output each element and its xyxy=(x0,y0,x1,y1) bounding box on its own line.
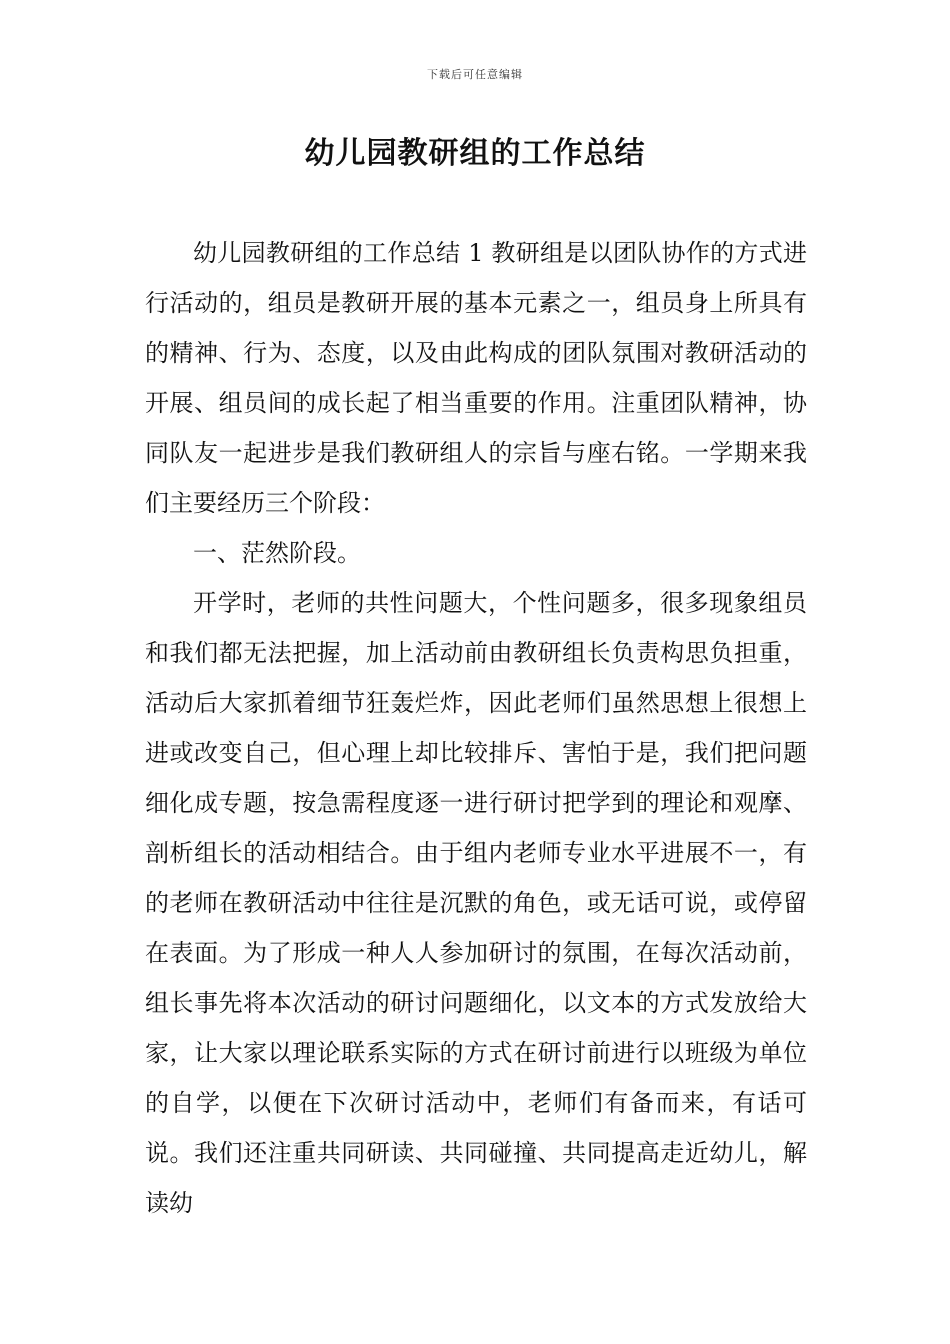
paragraph-intro: 幼儿园教研组的工作总结 1 教研组是以团队协作的方式进行活动的，组员是教研开展的基本元素之一，组员身上所具有的精神、行为、态度，以及由此构成的团队氛围对教研活动的开展、组员间的成长起了相当重要的作用。注重团队精神，协同队友一起进步是我们教研组人的宗旨与座右铭。一学期来我们主要经历三个阶段： xyxy=(145,239,807,517)
paragraph-main: 开学时，老师的共性问题大，个性问题多，很多现象组员和我们都无法把握，加上活动前由教研组长负责构思负担重，活动后大家抓着细节狂轰烂炸，因此老师们虽然思想上很想上进或改变自己，但心理上却比较排斥、害怕于是，我们把问题细化成专题，按急需程度逐一进行研讨把学到的理论和观摩、剖析组长的活动相结合。由于组内老师专业水平进展不一，有的老师在教研活动中往往是沉默的角色，或无话可说，或停留在表面。为了形成一种人人参加研讨的氛围，在每次活动前，组长事先将本次活动的研讨问题细化，以文本的方式发放给大家，让大家以理论联系实际的方式在研讨前进行以班级为单位的自学，以便在下次研讨活动中，老师们有备而来，有话可说。我们还注重共同研读、共同碰撞、共同提高走近幼儿，解读幼 xyxy=(145,589,807,1217)
document-body xyxy=(145,228,807,1228)
document-title: 幼儿园教研组的工作总结 xyxy=(304,136,646,171)
paragraph-section-heading: 一、茫然阶段。 xyxy=(193,539,361,567)
header-note: 下载后可任意编辑 xyxy=(427,68,523,81)
